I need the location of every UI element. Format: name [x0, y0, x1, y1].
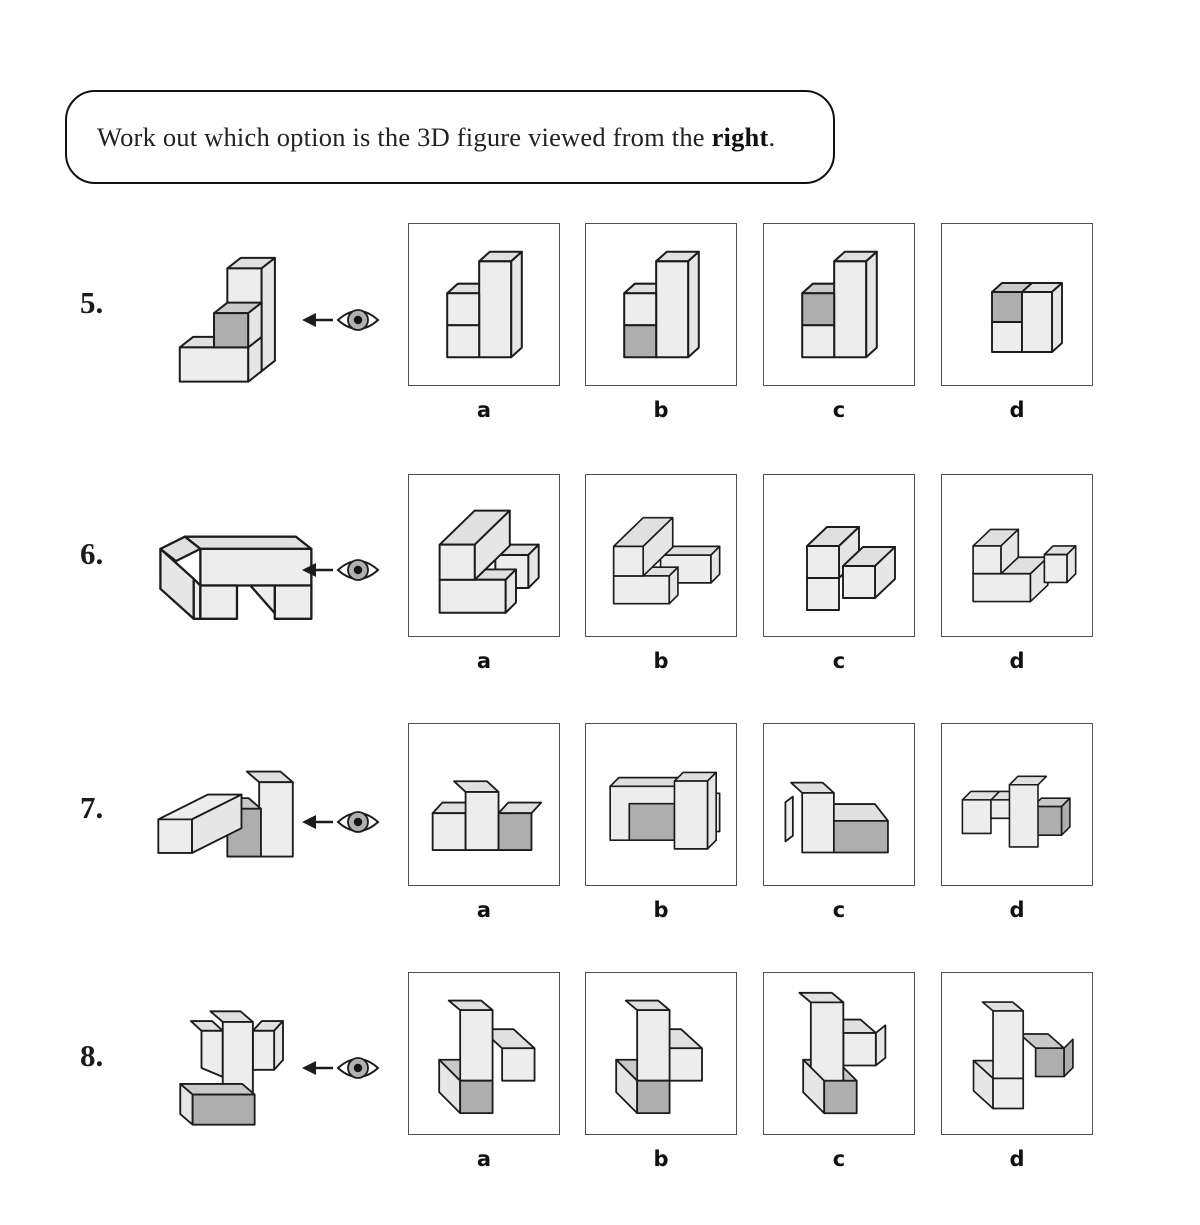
instruction-box — [65, 90, 835, 184]
block-face-light — [656, 261, 688, 357]
instruction-prefix: Work out which option is the 3D figure viewed from the — [97, 121, 712, 152]
block-face-light — [614, 546, 644, 576]
block-face-dark — [824, 1080, 857, 1113]
option-label-c: c — [832, 398, 846, 422]
target-3d-figure — [153, 768, 299, 861]
block-face-side — [688, 251, 699, 356]
option-figure-a — [421, 491, 547, 620]
block-face-dark — [992, 292, 1022, 322]
option-label-d: d — [1009, 649, 1025, 673]
block-face-light — [250, 585, 274, 613]
question-row-6 — [0, 474, 1200, 694]
block-face-dark — [193, 1095, 255, 1125]
option-label-a: a — [476, 898, 492, 922]
block-face-top — [185, 537, 312, 549]
block-face-top — [449, 1000, 493, 1010]
target-3d-figure — [166, 1006, 299, 1130]
block-face-light — [440, 545, 475, 580]
option-label-a: a — [476, 398, 492, 422]
block-face-light — [259, 782, 293, 856]
block-face-dark — [460, 1080, 492, 1112]
option-label-a: a — [476, 649, 492, 673]
block-face-dark — [629, 803, 674, 839]
option-label-b: b — [653, 649, 669, 673]
block-face-side — [274, 1021, 283, 1070]
option-figure-b — [605, 240, 718, 370]
block-face-top — [1009, 776, 1046, 784]
view-direction-indicator — [300, 1048, 380, 1088]
eye-pupil-icon — [354, 316, 362, 324]
question-number: 6. — [80, 536, 104, 571]
block-face-dark — [1064, 1039, 1073, 1076]
option-figure-d — [954, 504, 1080, 607]
block-face-light — [1022, 292, 1052, 352]
option-label-d: d — [1009, 1147, 1025, 1171]
block-face-light — [807, 578, 839, 610]
block-face-light — [158, 819, 192, 853]
block-face-top — [499, 803, 542, 814]
option-box-d[interactable] — [941, 474, 1093, 637]
view-direction-indicator — [300, 802, 380, 842]
option-label-b: b — [653, 898, 669, 922]
option-box-b[interactable] — [585, 223, 737, 386]
instruction-keyword: right — [711, 121, 769, 152]
block-face-dark — [802, 293, 834, 325]
block-face-dark — [637, 1080, 669, 1112]
block-face-top — [191, 1021, 223, 1031]
option-box-d[interactable] — [941, 223, 1093, 386]
block-face-side — [1052, 283, 1062, 352]
option-box-d[interactable] — [941, 723, 1093, 886]
block-face-mid — [1020, 1034, 1064, 1048]
block-face-light — [1044, 555, 1067, 583]
block-face-top — [454, 781, 499, 792]
block-face-light — [200, 585, 237, 618]
option-box-b[interactable] — [585, 723, 737, 886]
block-face-top — [834, 804, 888, 821]
eye-pupil-icon — [354, 818, 362, 826]
option-label-b: b — [653, 1147, 669, 1171]
block-face-side — [262, 258, 275, 371]
block-face-side — [866, 251, 877, 356]
eye-view-icon — [300, 1048, 380, 1088]
block-face-dark — [1036, 1048, 1064, 1076]
option-figure-b — [598, 501, 724, 610]
block-face-dark — [499, 813, 532, 850]
option-box-a[interactable] — [408, 474, 560, 637]
option-figure-d — [954, 993, 1080, 1114]
block-face-light — [802, 792, 834, 852]
target-figure-svg — [153, 768, 299, 861]
option-box-d[interactable] — [941, 972, 1093, 1135]
block-face-light — [810, 1002, 843, 1080]
block-face-light — [275, 585, 312, 618]
question-number: 5. — [80, 285, 104, 320]
instruction-text — [97, 122, 775, 153]
option-label-c: c — [832, 1147, 846, 1171]
option-figure-b — [599, 989, 723, 1119]
block-face-dark — [624, 325, 656, 357]
block-face-side — [511, 251, 522, 356]
block-face-top — [626, 1000, 670, 1010]
option-label-c: c — [832, 898, 846, 922]
option-figure-c — [777, 496, 902, 616]
block-face-light — [993, 1078, 1023, 1108]
question-row-7 — [0, 723, 1200, 943]
option-box-a[interactable] — [408, 723, 560, 886]
block-face-top — [982, 1002, 1023, 1011]
option-box-c[interactable] — [763, 723, 915, 886]
target-figure-svg — [172, 237, 296, 394]
block-face-light — [466, 792, 499, 850]
block-face-top — [210, 1011, 253, 1022]
target-3d-figure — [172, 237, 296, 394]
block-face-light — [200, 549, 311, 586]
block-face-light — [433, 813, 466, 850]
eye-view-icon — [300, 300, 380, 340]
arrow-left-head-icon — [302, 313, 316, 327]
option-figure-c — [782, 989, 897, 1119]
block-face-light — [614, 576, 670, 604]
block-face-light — [253, 1031, 274, 1070]
block-face-light — [674, 781, 707, 849]
option-box-b[interactable] — [585, 972, 737, 1135]
block-face-side — [707, 772, 716, 848]
view-direction-indicator — [300, 550, 380, 590]
option-box-a[interactable] — [408, 972, 560, 1135]
option-box-c[interactable] — [763, 223, 915, 386]
option-figure-a — [428, 240, 541, 370]
block-face-dark — [214, 313, 248, 347]
block-face-light — [460, 1010, 492, 1081]
option-label-d: d — [1009, 398, 1025, 422]
block-face-top — [247, 772, 293, 783]
block-face-light — [802, 325, 834, 357]
option-figure-a — [422, 989, 546, 1119]
instruction-suffix: . — [768, 121, 776, 152]
block-face-light — [502, 1048, 534, 1080]
eye-pupil-icon — [354, 566, 362, 574]
block-face-light — [843, 566, 875, 598]
question-row-5 — [0, 223, 1200, 443]
view-direction-indicator — [300, 300, 380, 340]
block-face-light — [993, 1011, 1023, 1078]
block-face-dark — [834, 820, 888, 852]
option-label-d: d — [1009, 898, 1025, 922]
eye-view-icon — [300, 550, 380, 590]
eye-pupil-icon — [354, 1064, 362, 1072]
block-face-light — [637, 1010, 669, 1081]
block-face-light — [670, 1048, 702, 1080]
option-box-c[interactable] — [763, 972, 915, 1135]
block-face-light — [962, 800, 991, 834]
block-face-light — [440, 580, 506, 613]
option-box-c[interactable] — [763, 474, 915, 637]
block-face-light — [447, 325, 479, 357]
block-face-side — [875, 1025, 885, 1065]
option-box-b[interactable] — [585, 474, 737, 637]
block-face-light — [785, 796, 792, 841]
block-face-light — [834, 261, 866, 357]
block-face-light — [992, 322, 1022, 352]
arrow-left-head-icon — [302, 563, 316, 577]
option-label-a: a — [476, 1147, 492, 1171]
option-figure-c — [776, 750, 902, 860]
option-figure-d — [954, 756, 1080, 853]
target-figure-svg — [166, 1006, 299, 1130]
block-face-light — [1009, 785, 1038, 847]
eye-view-icon — [300, 802, 380, 842]
question-row-8 — [0, 972, 1200, 1192]
question-number: 7. — [80, 790, 104, 825]
block-face-light — [180, 347, 249, 381]
arrow-left-head-icon — [302, 1061, 316, 1075]
block-face-light — [807, 546, 839, 578]
question-number: 8. — [80, 1038, 104, 1073]
block-face-light — [624, 293, 656, 325]
option-label-c: c — [832, 649, 846, 673]
block-face-light — [202, 1031, 223, 1077]
block-face-light — [973, 574, 1030, 602]
block-face-light — [843, 1032, 876, 1065]
block-face-light — [973, 546, 1001, 574]
option-figure-d — [962, 247, 1072, 362]
option-figure-a — [421, 751, 547, 858]
option-figure-c — [783, 240, 896, 370]
block-face-top — [799, 992, 843, 1002]
option-figure-b — [598, 755, 724, 855]
option-box-a[interactable] — [408, 223, 560, 386]
block-face-light — [479, 261, 511, 357]
block-face-top — [791, 782, 834, 792]
option-label-b: b — [653, 398, 669, 422]
arrow-left-head-icon — [302, 815, 316, 829]
block-face-light — [447, 293, 479, 325]
